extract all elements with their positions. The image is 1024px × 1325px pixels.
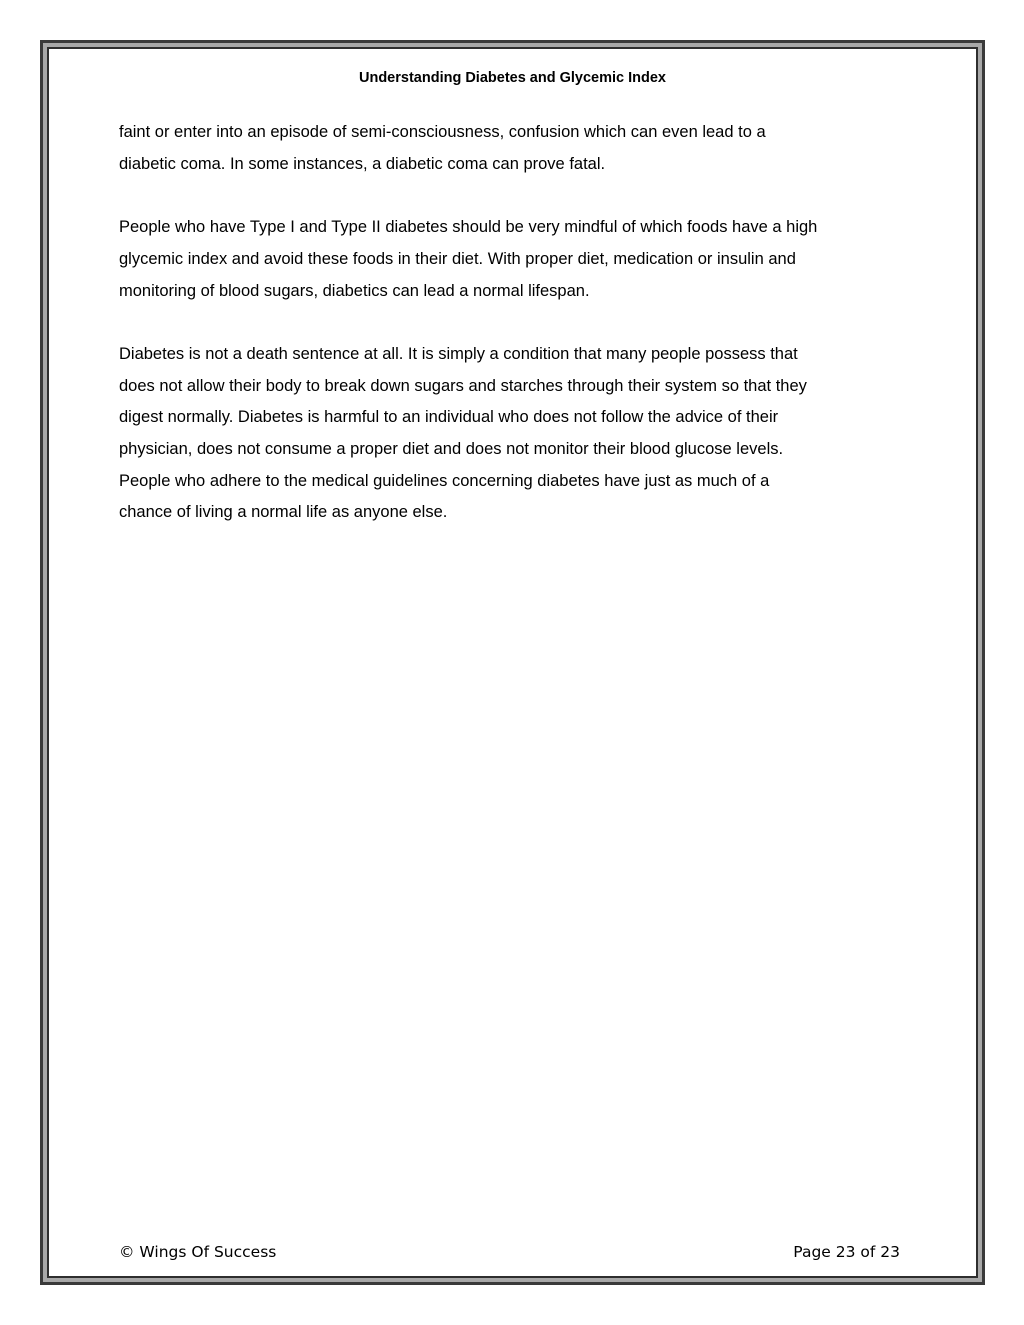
paragraph-3: Diabetes is not a death sentence at all. It is simply a condition that many people possess that does not allow their body to break down sugars and starches through their system so that they digest normally. Diabetes is harmful to an individual who does not follow the advice of their physician, does not consume a proper diet and does not monitor their blood glucose levels. People who adhere to the medical guidelines concerning diabetes have just as much of a chance of living a normal life as anyone else. xyxy=(119,344,807,522)
body-text xyxy=(119,117,919,561)
paragraph-2: People who have Type I and Type II diabetes should be very mindful of which foods have a high glycemic index and avoid these foods in their diet. With proper diet, medication or insulin and monitoring of blood sugars, diabetics can lead a normal lifespan. xyxy=(119,218,818,300)
page-frame-inner xyxy=(47,47,978,1278)
footer-page-number: Page 23 of 23 xyxy=(793,1243,900,1261)
page-header-title: Understanding Diabetes and Glycemic Index xyxy=(359,70,666,86)
footer-copyright: © Wings Of Success xyxy=(119,1243,277,1261)
document-page xyxy=(49,49,976,1276)
paragraph-1: faint or enter into an episode of semi-consciousness, confusion which can even lead to a diabetic coma. In some instances, a diabetic coma can prove fatal. xyxy=(119,123,766,173)
page-frame-highlight xyxy=(43,43,982,1282)
page-frame xyxy=(40,40,985,1285)
